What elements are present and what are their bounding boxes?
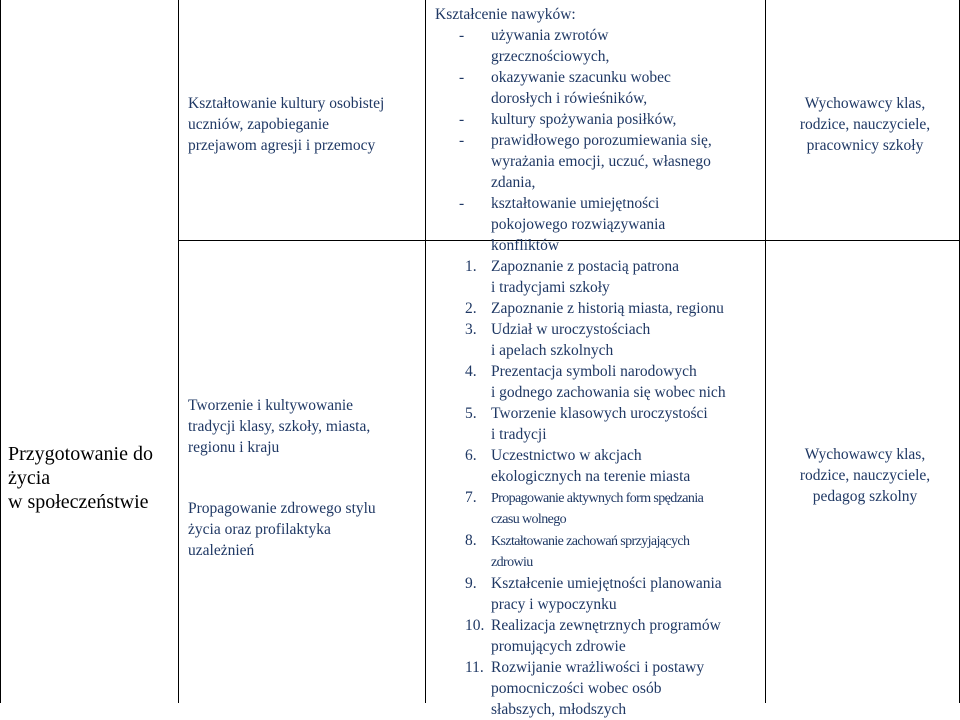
list-item xyxy=(435,298,767,319)
list-item-text: Udział w uroczystościach xyxy=(491,321,651,338)
list-item xyxy=(435,319,767,340)
list-item-text: kultury spożywania posiłków, xyxy=(491,111,677,128)
list-item-text: kształtowanie umiejętności xyxy=(491,195,660,212)
dash-bullet: - xyxy=(459,111,465,128)
list-number: 2. xyxy=(465,300,477,317)
list-item-text: Realizacja zewnętrznych programów xyxy=(491,617,721,634)
list-item-text: Kształtowanie zachowań sprzyjających xyxy=(491,534,690,549)
list-item xyxy=(435,25,767,46)
list-item: grzecznościowych, xyxy=(491,48,610,65)
table-border-left xyxy=(0,0,1,703)
list-item: czasu wolnego xyxy=(491,512,567,527)
list-item: zdania, xyxy=(491,174,536,191)
goal-traditions: Tworzenie i kultywowanie tradycji klasy, szkoły, miasta, regionu i kraju xyxy=(188,397,371,456)
list-item-text: Rozwijanie wrażliwości i postawy xyxy=(491,659,705,676)
heading-line: Przygotowanie do xyxy=(8,443,153,465)
dash-bullet: - xyxy=(459,195,465,212)
list-item: dorosłych i rówieśników, xyxy=(491,90,648,107)
table-border-col1 xyxy=(178,0,179,703)
list-item: słabszych, młodszych xyxy=(491,701,627,718)
list-item-text: Uczestnictwo w akcjach xyxy=(491,447,642,464)
list-item-text: okazywanie szacunku wobec xyxy=(491,69,671,86)
list-item: pracy i wypoczynku xyxy=(491,596,617,613)
list-item xyxy=(435,193,767,214)
list-item xyxy=(435,615,767,636)
list-item-text: Tworzenie klasowych uroczystości xyxy=(491,405,708,422)
list-number: 4. xyxy=(465,363,477,380)
heading-line: w społeczeństwie xyxy=(8,491,149,513)
list-item: pokojowego rozwiązywania xyxy=(491,216,666,233)
list-item xyxy=(435,361,767,382)
list-item xyxy=(435,573,767,594)
heading-line: życia xyxy=(8,467,51,489)
responsible-top: Wychowawcy klas, rodzice, nauczyciele, pracownicy szkoły xyxy=(799,95,931,154)
list-item-text: używania zwrotów xyxy=(491,27,609,44)
list-item: konfliktów xyxy=(491,237,560,254)
list-item-text: Zapoznanie z postacią patrona xyxy=(491,258,680,275)
tasks-title: Kształcenie nawyków: xyxy=(435,6,576,23)
list-item: i godnego zachowania się wobec nich xyxy=(491,384,726,401)
list-item xyxy=(435,256,767,277)
list-item xyxy=(435,67,767,88)
list-item xyxy=(435,530,767,552)
goal-personal-culture: Kształtowanie kultury osobistej uczniów, zapobieganie przejawom agresji i przemocy xyxy=(188,95,385,154)
goal-healthy-lifestyle: Propagowanie zdrowego stylu życia oraz profilaktyka uzależnień xyxy=(188,500,376,559)
list-number: 3. xyxy=(465,321,477,338)
list-item xyxy=(435,130,767,151)
list-number: 7. xyxy=(465,489,477,506)
list-number: 5. xyxy=(465,405,477,422)
list-number: 11. xyxy=(465,659,484,676)
list-number: 6. xyxy=(465,447,477,464)
dash-bullet: - xyxy=(459,69,465,86)
list-item: i tradycji xyxy=(491,426,547,443)
list-number: 9. xyxy=(465,575,477,592)
list-item-text: Zapoznanie z historią miasta, regionu xyxy=(491,300,724,317)
list-item: pomocniczości wobec osób xyxy=(491,680,662,697)
list-item: ekologicznych na terenie miasta xyxy=(491,468,691,485)
tasks-items xyxy=(435,25,767,720)
responsible-bottom: Wychowawcy klas, rodzice, nauczyciele, pedagog szkolny xyxy=(799,446,931,505)
list-item-text: Prezentacja symboli narodowych xyxy=(491,363,697,380)
list-item xyxy=(435,403,767,424)
list-item: wyrażania emocji, uczuć, własnego xyxy=(491,153,711,170)
dash-bullet: - xyxy=(459,132,465,149)
list-number: 1. xyxy=(465,258,477,275)
list-item: zdrowiu xyxy=(491,555,533,570)
list-item: promujących zdrowie xyxy=(491,638,626,655)
list-item xyxy=(435,487,767,509)
list-item: i tradycjami szkoły xyxy=(491,279,610,296)
dash-bullet: - xyxy=(459,27,465,44)
list-number: 8. xyxy=(465,532,477,549)
list-item-text: Propagowanie aktywnych form spędzania xyxy=(491,491,704,506)
list-item xyxy=(435,657,767,678)
list-item xyxy=(435,109,767,130)
table-border-col2 xyxy=(425,0,426,703)
list-item-text: prawidłowego porozumiewania się, xyxy=(491,132,712,149)
list-item: i apelach szkolnych xyxy=(491,342,614,359)
section-heading xyxy=(8,442,176,514)
list-number: 10. xyxy=(465,617,485,634)
tasks-list xyxy=(435,0,767,21)
list-item xyxy=(435,445,767,466)
list-item-text: Kształcenie umiejętności planowania xyxy=(491,575,722,592)
